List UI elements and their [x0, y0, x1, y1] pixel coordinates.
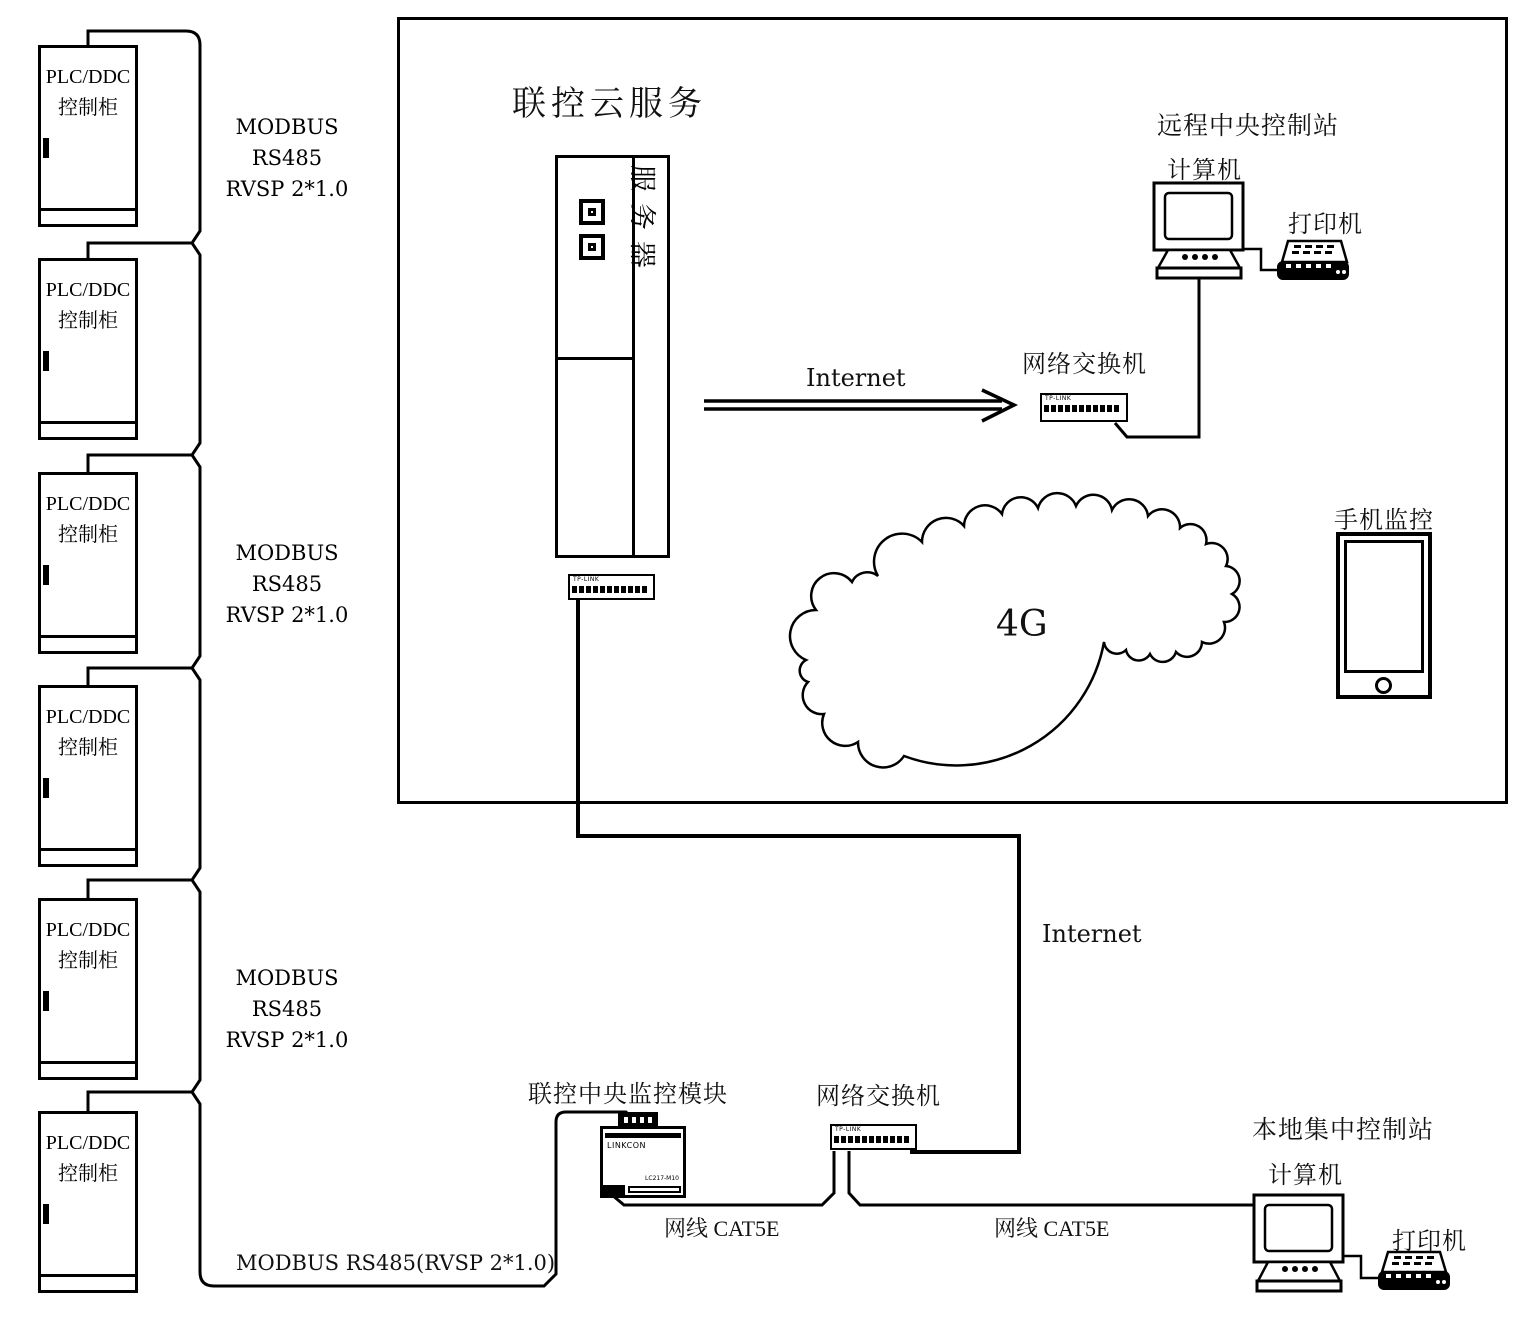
module-top-bar	[605, 1133, 681, 1138]
remote-printer-cable	[1243, 249, 1280, 270]
plc-cabinet-3	[38, 472, 138, 654]
printer-icon-local	[1378, 1252, 1450, 1290]
local-printer-cable	[1343, 1256, 1381, 1278]
modbus-label-3: MODBUS RS485 RVSP 2*1.0	[225, 966, 349, 1052]
modbus-label-1: MODBUS RS485 RVSP 2*1.0	[225, 115, 349, 201]
module-model-label: LC217-M10	[645, 1175, 679, 1182]
switch-brand-label: TP-LINK	[835, 1126, 862, 1133]
plc-cabinet-4	[38, 685, 138, 867]
cabinet-plinth	[41, 1061, 135, 1077]
printer-label-remote: 打印机	[1288, 212, 1363, 238]
switch-ports-icon	[1042, 405, 1126, 412]
module-connector-icon	[618, 1112, 658, 1127]
cabinet-plinth	[41, 848, 135, 864]
internet-label-top: Internet	[806, 364, 906, 392]
network-switch-label-bottom: 网络交换机	[816, 1084, 941, 1110]
cabinet-label: PLC/DDC 控制柜	[45, 66, 131, 119]
printer-icon-remote	[1277, 241, 1349, 280]
cat5e-right-cable	[849, 1151, 1254, 1205]
module-bottom-strip	[628, 1186, 681, 1193]
server-label: 服务器	[627, 165, 657, 279]
printer-label-local: 打印机	[1392, 1229, 1467, 1255]
switch-brand-label: TP-LINK	[573, 576, 600, 583]
cabinet-handle-icon	[43, 565, 49, 585]
cabinet-label: PLC/DDC 控制柜	[45, 919, 131, 972]
local-station-title: 本地集中控制站	[1252, 1117, 1435, 1144]
computer-label-remote: 计算机	[1167, 158, 1242, 184]
cabinet-handle-icon	[43, 351, 49, 371]
cabinet-plinth	[41, 1274, 135, 1290]
cabinet-handle-icon	[43, 138, 49, 158]
server-horizontal-divider	[558, 357, 632, 360]
4g-label: 4G	[996, 604, 1048, 645]
modbus-label-bottom: MODBUS RS485(RVSP 2*1.0)	[236, 1251, 556, 1275]
internet-arrow-icon	[704, 390, 1014, 421]
server-port-icon	[579, 199, 605, 225]
network-switch-icon-server	[568, 574, 655, 600]
module-brand-label: LINKCON	[607, 1141, 646, 1150]
cabinet-handle-icon	[43, 778, 49, 798]
switch-ports-icon	[570, 586, 653, 593]
plc-cabinet-1	[38, 45, 138, 227]
switch-ports-icon	[832, 1136, 915, 1143]
module-label: 联控中央监控模块	[528, 1082, 728, 1108]
phone-home-button-icon	[1375, 677, 1392, 694]
phone-label: 手机监控	[1334, 508, 1434, 534]
network-switch-label-top: 网络交换机	[1022, 352, 1147, 378]
modbus-label-2: MODBUS RS485 RVSP 2*1.0	[225, 541, 349, 627]
cabinet-plinth	[41, 421, 135, 437]
cabinet-handle-icon	[43, 991, 49, 1011]
phone-icon	[1336, 532, 1432, 699]
cat5e-label-left: 网线 CAT5E	[664, 1216, 780, 1241]
computer-icon-remote	[1154, 183, 1243, 278]
switch-brand-label: TP-LINK	[1045, 395, 1072, 402]
computer-label-local: 计算机	[1268, 1163, 1343, 1189]
phone-screen	[1344, 540, 1424, 673]
cloud-service-title: 联控云服务	[512, 86, 707, 123]
linkcon-module-icon	[600, 1126, 686, 1198]
internet-label-mid: Internet	[1042, 920, 1142, 948]
cabinet-label: PLC/DDC 控制柜	[45, 279, 131, 332]
cabinet-label: PLC/DDC 控制柜	[45, 706, 131, 759]
network-switch-icon-top	[1040, 393, 1128, 422]
module-tab-icon	[602, 1185, 625, 1195]
cat5e-label-right: 网线 CAT5E	[994, 1216, 1110, 1241]
plc-cabinet-5	[38, 898, 138, 1080]
network-switch-icon-bottom	[830, 1124, 917, 1150]
cabinet-handle-icon	[43, 1204, 49, 1224]
cabinet-plinth	[41, 635, 135, 651]
remote-station-title: 远程中央控制站	[1157, 113, 1340, 140]
computer-icon-local	[1254, 1195, 1343, 1291]
cabinet-plinth	[41, 208, 135, 224]
server-port-icon	[579, 234, 605, 260]
cabinet-label: PLC/DDC 控制柜	[45, 1132, 131, 1185]
cabinet-label: PLC/DDC 控制柜	[45, 493, 131, 546]
plc-cabinet-2	[38, 258, 138, 440]
plc-cabinet-6	[38, 1111, 138, 1293]
